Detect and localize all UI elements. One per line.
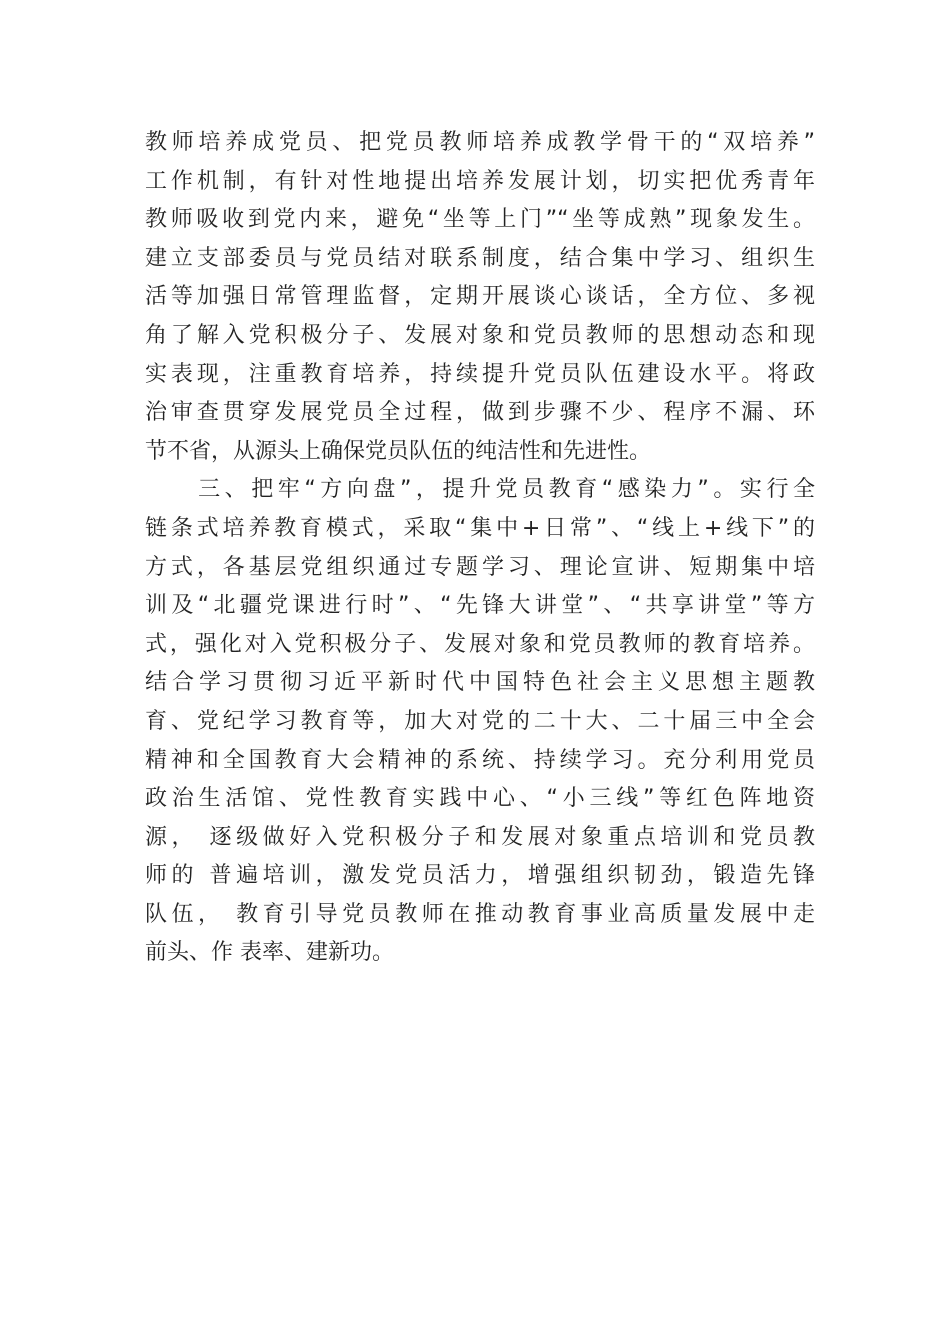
text-line: 三、把牢“方向盘”，提升党员教育“感染力”。实行全 xyxy=(145,477,815,503)
text-line: 教师吸收到党内来，避免“坐等上门”“坐等成熟”现象发生。 xyxy=(145,207,815,233)
text-line: 师的 普遍培训，激发党员活力，增强组织韧劲，锻造先锋 xyxy=(145,863,815,889)
text-line: 节不省，从源头上确保党员队伍的纯洁性和先进性。 xyxy=(145,438,652,464)
text-line: 育、党纪学习教育等，加大对党的二十大、二十届三中全会 xyxy=(145,708,815,734)
text-line: 式，强化对入党积极分子、发展对象和党员教师的教育培养。 xyxy=(145,631,815,657)
text-line: 教师培养成党员、把党员教师培养成教学骨干的“双培养” xyxy=(145,130,815,155)
text-line: 结合学习贯彻习近平新时代中国特色社会主义思想主题教 xyxy=(145,670,815,696)
text-line: 精神和全国教育大会精神的系统、持续学习。充分利用党员 xyxy=(145,747,815,773)
text-line: 队伍， 教育引导党员教师在推动教育事业高质量发展中走 xyxy=(145,901,815,927)
text-line: 治审查贯穿发展党员全过程，做到步骤不少、程序不漏、环 xyxy=(145,400,815,426)
text-line: 方式，各基层党组织通过专题学习、理论宣讲、短期集中培 xyxy=(145,554,815,580)
text-line: 建立支部委员与党员结对联系制度，结合集中学习、组织生 xyxy=(145,245,815,271)
text-line: 实表现，注重教育培养，持续提升党员队伍建设水平。将政 xyxy=(145,361,815,387)
text-line: 工作机制，有针对性地提出培养发展计划，切实把优秀青年 xyxy=(145,168,815,194)
text-line: 政治生活馆、党性教育实践中心、“小三线”等红色阵地资 xyxy=(145,786,815,812)
text-line: 活等加强日常管理监督，定期开展谈心谈话，全方位、多视 xyxy=(145,284,815,310)
text-line: 角了解入党积极分子、发展对象和党员教师的思想动态和现 xyxy=(145,322,815,348)
text-line: 前头、作 表率、建新功。 xyxy=(145,940,394,966)
text-line: 链条式培养教育模式，采取“集中+日常”、“线上+线下”的 xyxy=(145,515,815,541)
text-line: 训及“北疆党课进行时”、“先锋大讲堂”、“共享讲堂”等方 xyxy=(145,593,815,619)
document-body xyxy=(145,124,815,973)
text-line: 源， 逐级做好入党积极分子和发展对象重点培训和党员教 xyxy=(145,824,815,850)
